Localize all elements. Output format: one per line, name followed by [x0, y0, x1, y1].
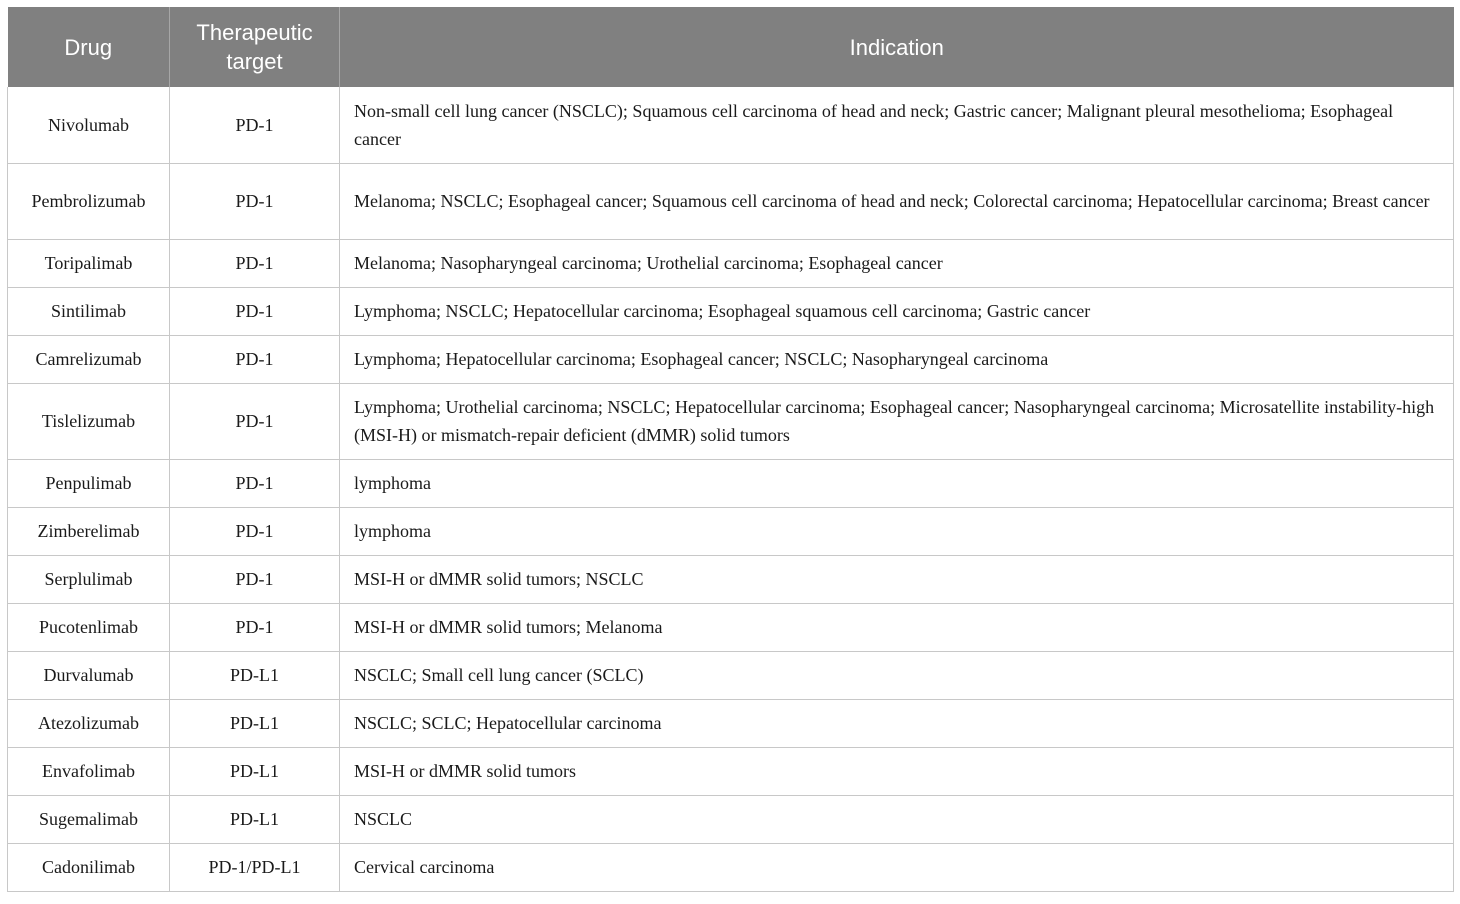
target-cell: PD-1 — [170, 335, 340, 383]
indication-cell: Lymphoma; NSCLC; Hepatocellular carcinoma; Esophageal squamous cell carcinoma; Gastric cancer — [340, 287, 1454, 335]
table-row — [8, 383, 1454, 459]
drug-cell: Zimberelimab — [8, 507, 170, 555]
table-row — [8, 699, 1454, 747]
header-drug: Drug — [8, 7, 170, 87]
header-row — [8, 7, 1454, 87]
target-cell: PD-1 — [170, 555, 340, 603]
table-body — [8, 87, 1454, 891]
target-cell: PD-L1 — [170, 795, 340, 843]
target-cell: PD-1/PD-L1 — [170, 843, 340, 891]
table-row — [8, 555, 1454, 603]
indication-cell: NSCLC; SCLC; Hepatocellular carcinoma — [340, 699, 1454, 747]
target-cell: PD-1 — [170, 287, 340, 335]
indication-cell: Non-small cell lung cancer (NSCLC); Squamous cell carcinoma of head and neck; Gastric cancer; Malignant pleural mesothelioma; Esophageal cancer — [340, 87, 1454, 163]
indication-cell: MSI-H or dMMR solid tumors — [340, 747, 1454, 795]
table-row — [8, 335, 1454, 383]
drug-cell: Camrelizumab — [8, 335, 170, 383]
indication-cell: Melanoma; NSCLC; Esophageal cancer; Squamous cell carcinoma of head and neck; Colorectal carcinoma; Hepatocellular carcinoma; Breast cancer — [340, 163, 1454, 239]
table-row — [8, 239, 1454, 287]
indication-cell: Lymphoma; Hepatocellular carcinoma; Esophageal cancer; NSCLC; Nasopharyngeal carcinoma — [340, 335, 1454, 383]
indication-cell: Lymphoma; Urothelial carcinoma; NSCLC; Hepatocellular carcinoma; Esophageal cancer; Nasopharyngeal carcinoma; Microsatellite instability-high (MSI-H) or mismatch-repair deficient (dMMR) solid tumors — [340, 383, 1454, 459]
indication-cell: NSCLC; Small cell lung cancer (SCLC) — [340, 651, 1454, 699]
drug-cell: Pembrolizumab — [8, 163, 170, 239]
drug-cell: Sugemalimab — [8, 795, 170, 843]
target-cell: PD-1 — [170, 87, 340, 163]
drug-indication-table — [7, 7, 1454, 892]
indication-cell: MSI-H or dMMR solid tumors; Melanoma — [340, 603, 1454, 651]
indication-cell: lymphoma — [340, 459, 1454, 507]
target-cell: PD-L1 — [170, 651, 340, 699]
target-cell: PD-1 — [170, 459, 340, 507]
drug-cell: Durvalumab — [8, 651, 170, 699]
indication-cell: NSCLC — [340, 795, 1454, 843]
drug-cell: Sintilimab — [8, 287, 170, 335]
header-indication: Indication — [340, 7, 1454, 87]
target-cell: PD-L1 — [170, 699, 340, 747]
drug-cell: Cadonilimab — [8, 843, 170, 891]
drug-cell: Penpulimab — [8, 459, 170, 507]
table-row — [8, 747, 1454, 795]
drug-cell: Toripalimab — [8, 239, 170, 287]
target-cell: PD-L1 — [170, 747, 340, 795]
table-row — [8, 795, 1454, 843]
target-cell: PD-1 — [170, 603, 340, 651]
target-cell: PD-1 — [170, 239, 340, 287]
drug-cell: Serplulimab — [8, 555, 170, 603]
drug-cell: Atezolizumab — [8, 699, 170, 747]
header-therapeutic-target: Therapeutic target — [170, 7, 340, 87]
drug-cell: Tislelizumab — [8, 383, 170, 459]
table-row — [8, 459, 1454, 507]
indication-cell: lymphoma — [340, 507, 1454, 555]
target-cell: PD-1 — [170, 383, 340, 459]
table-row — [8, 843, 1454, 891]
target-cell: PD-1 — [170, 507, 340, 555]
table-row — [8, 603, 1454, 651]
indication-cell: Cervical carcinoma — [340, 843, 1454, 891]
table-row — [8, 507, 1454, 555]
table-row — [8, 87, 1454, 163]
table-row — [8, 287, 1454, 335]
target-cell: PD-1 — [170, 163, 340, 239]
table-row — [8, 163, 1454, 239]
drug-cell: Nivolumab — [8, 87, 170, 163]
table-header — [8, 7, 1454, 87]
drug-cell: Pucotenlimab — [8, 603, 170, 651]
drug-cell: Envafolimab — [8, 747, 170, 795]
indication-cell: MSI-H or dMMR solid tumors; NSCLC — [340, 555, 1454, 603]
table-row — [8, 651, 1454, 699]
indication-cell: Melanoma; Nasopharyngeal carcinoma; Urothelial carcinoma; Esophageal cancer — [340, 239, 1454, 287]
